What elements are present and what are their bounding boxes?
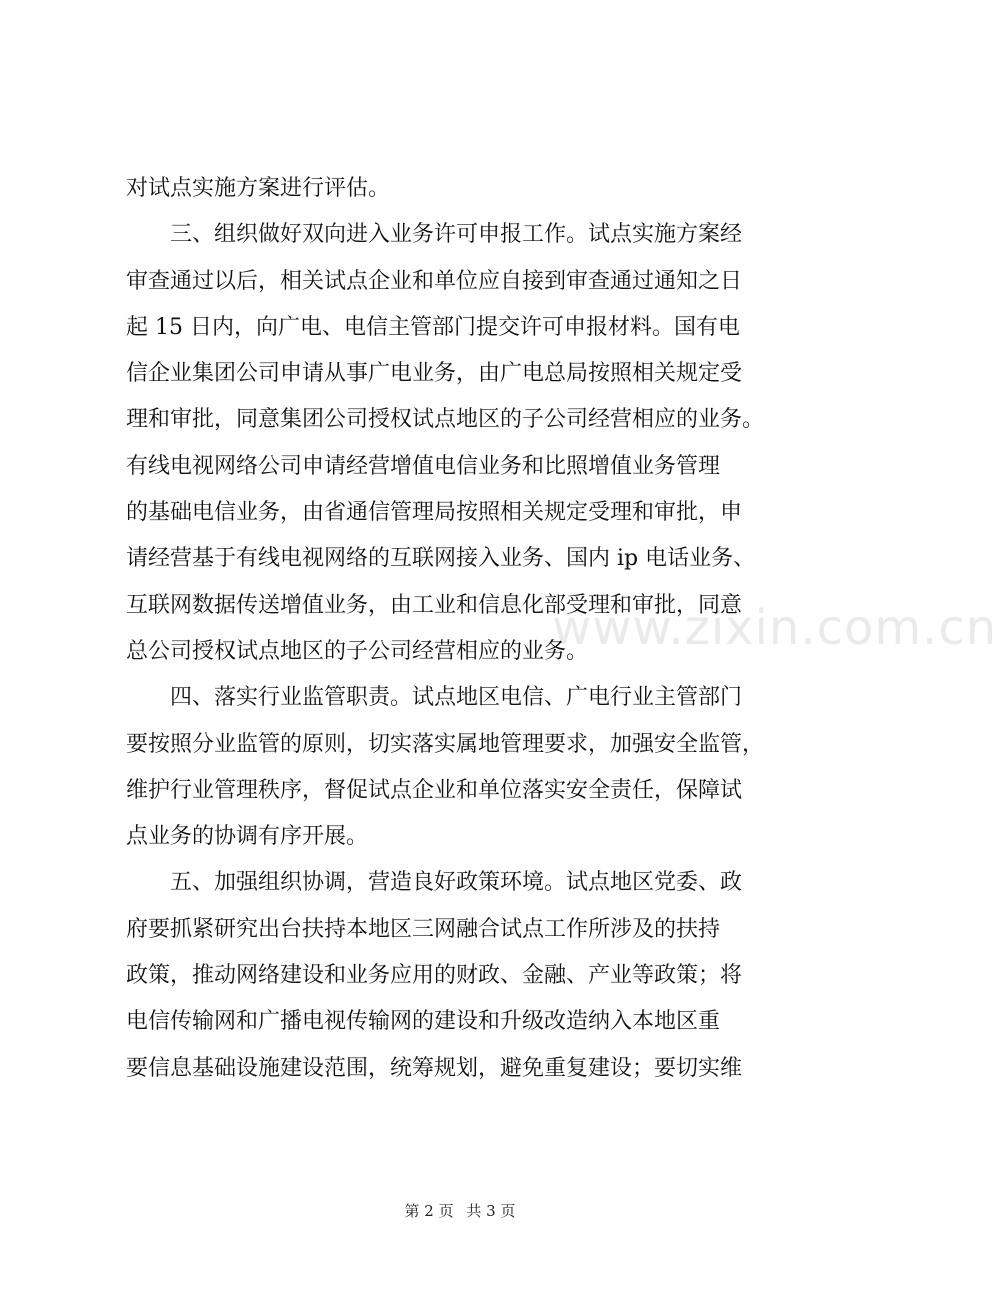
text-line: 三、组织做好双向进入业务许可申报工作。试点实施方案经	[170, 222, 743, 248]
text-line: 要信息基础设施建设范围，统筹规划，避免重复建设；要切实维	[126, 1055, 743, 1081]
text-line: 有线电视网络公司申请经营增值电信业务和比照增值业务管理	[126, 453, 721, 479]
text-line: 四、落实行业监管职责。试点地区电信、广电行业主管部门	[170, 685, 743, 711]
text-line: 维护行业管理秩序，督促试点企业和单位落实安全责任，保障试	[126, 777, 743, 803]
text-line: 理和审批，同意集团公司授权试点地区的子公司经营相应的业务。	[126, 407, 765, 433]
text-line: 五、加强组织协调，营造良好政策环境。试点地区党委、政	[170, 870, 743, 896]
text-line: 信企业集团公司申请从事广电业务，由广电总局按照相关规定受	[126, 361, 743, 387]
text-line: 互联网数据传送增值业务，由工业和信息化部受理和审批，同意	[126, 592, 743, 618]
text-line: 政策，推动网络建设和业务应用的财政、金融、产业等政策；将	[126, 963, 743, 989]
page-total: 共 3 页	[466, 1202, 516, 1220]
text-line: 要按照分业监管的原则，切实落实属地管理要求，加强安全监管，	[126, 731, 765, 757]
text-line: 对试点实施方案进行评估。	[126, 176, 391, 201]
text-line: 电信传输网和广播电视传输网的建设和升级改造纳入本地区重	[126, 1009, 721, 1035]
text-line: 点业务的协调有序开展。	[126, 824, 369, 850]
text-line: 府要抓紧研究出台扶持本地区三网融合试点工作所涉及的扶持	[126, 916, 721, 942]
text-line: 请经营基于有线电视网络的互联网接入业务、国内 ip 电话业务、	[126, 546, 756, 572]
text-line: 审查通过以后，相关试点企业和单位应自接到审查通过通知之日	[126, 268, 743, 294]
watermark: www.zixin.com.cn	[552, 600, 997, 656]
text-line: 总公司授权试点地区的子公司经营相应的业务。	[126, 638, 589, 664]
page-footer	[0, 1200, 920, 1221]
text-line: 的基础电信业务，由省通信管理局按照相关规定受理和审批，申	[126, 500, 743, 526]
page-number: 第 2 页	[404, 1202, 454, 1220]
text-line: 起 15 日内，向广电、电信主管部门提交许可申报材料。国有电	[126, 314, 740, 340]
